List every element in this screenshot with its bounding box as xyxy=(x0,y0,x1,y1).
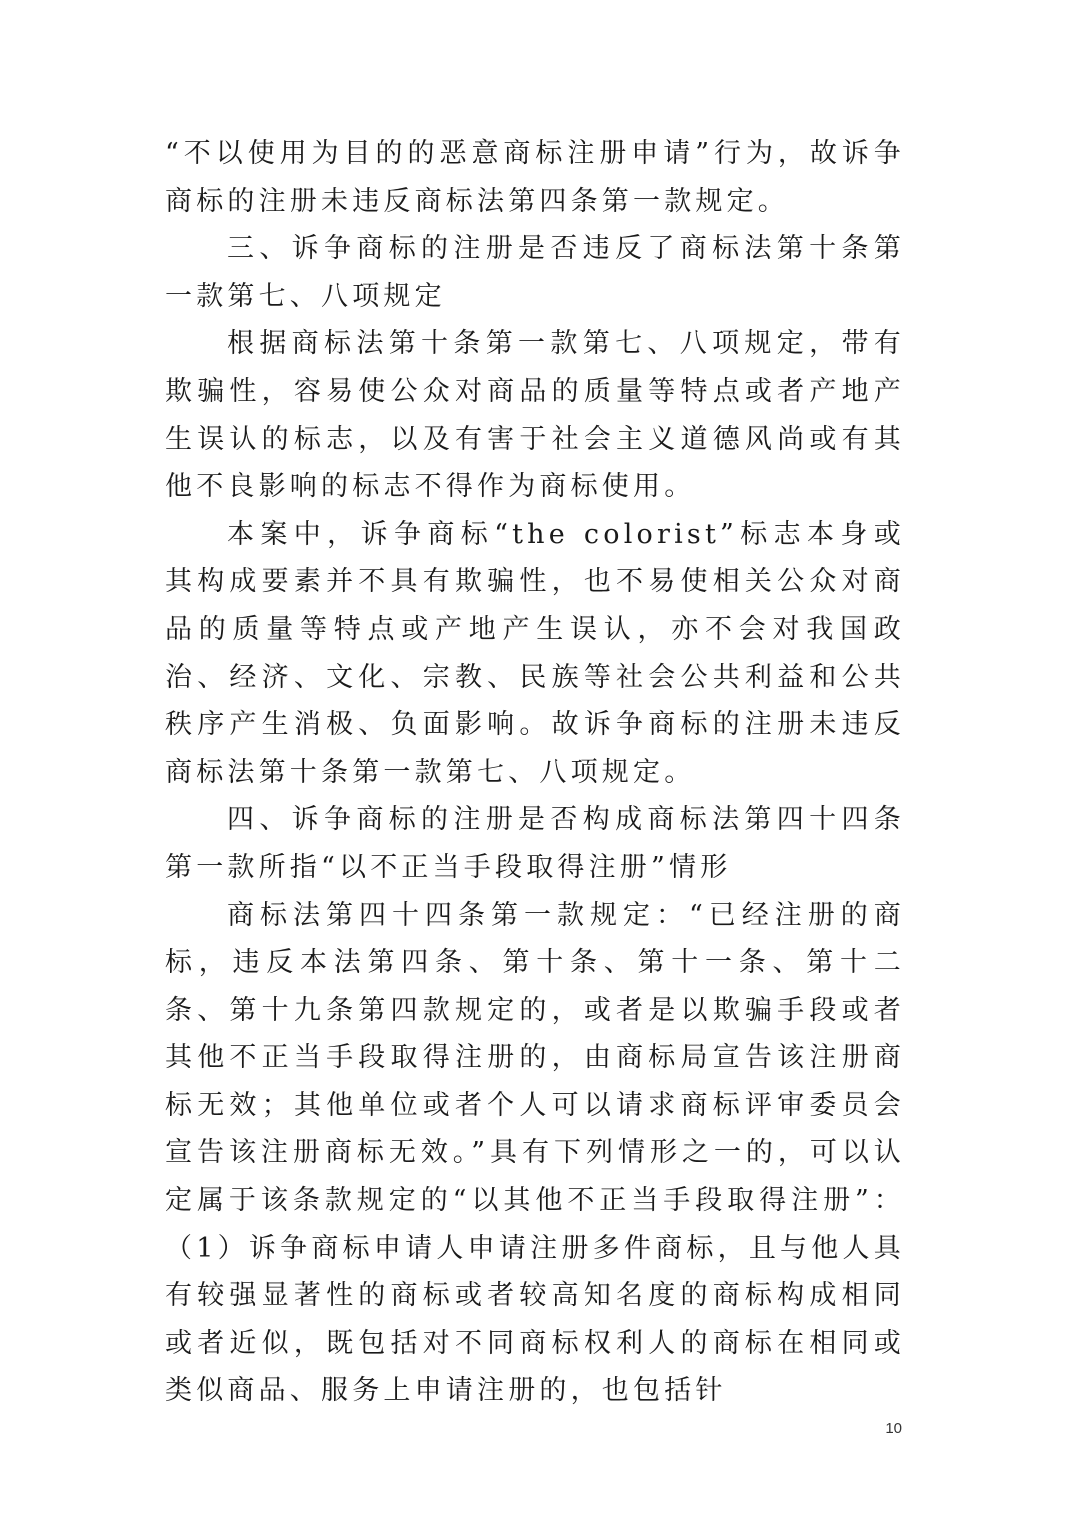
section-heading-three: 三、诉争商标的注册是否违反了商标法第十条第一款第七、八项规定 xyxy=(165,233,905,312)
paragraph-article-44: 商标法第四十四条第一款规定：“已经注册的商标，违反本法第四条、第十条、第十一条、第十二条、第十九条第四款规定的，或者是以欺骗手段或者其他不正当手段取得注册的，由商标局宣告该注册商标无效；其他单位或者个人可以请求商标评审委员会宣告该注册商标无效。”具有下列情形之一的，可以认定属于该条款规定的“以其他不正当手段取得注册”：（1）诉争商标申请人申请注册多件商标，且与他人具有较强显著性的商标或者较高知名度的商标构成相同或者近似，既包括对不同商标权利人的商标在相同或类似商品、服务上申请注册的，也包括针 xyxy=(165,899,905,1407)
document-body xyxy=(165,130,905,1415)
paragraph-continuation: “不以使用为目的的恶意商标注册申请”行为，故诉争商标的注册未违反商标法第四条第一款规定。 xyxy=(165,138,905,217)
section-heading-four: 四、诉争商标的注册是否构成商标法第四十四条第一款所指“以不正当手段取得注册”情形 xyxy=(165,804,905,883)
page-number: 10 xyxy=(885,1420,902,1437)
paragraph-case-analysis: 本案中，诉争商标“the colorist”标志本身或其构成要素并不具有欺骗性，也不易使相关公众对商品的质量等特点或产地产生误认，亦不会对我国政治、经济、文化、宗教、民族等社会公共利益和公共秩序产生消极、负面影响。故诉争商标的注册未违反商标法第十条第一款第七、八项规定。 xyxy=(165,518,905,788)
paragraph-law-provision: 根据商标法第十条第一款第七、八项规定，带有欺骗性，容易使公众对商品的质量等特点或者产地产生误认的标志，以及有害于社会主义道德风尚或有其他不良影响的标志不得作为商标使用。 xyxy=(165,328,905,503)
